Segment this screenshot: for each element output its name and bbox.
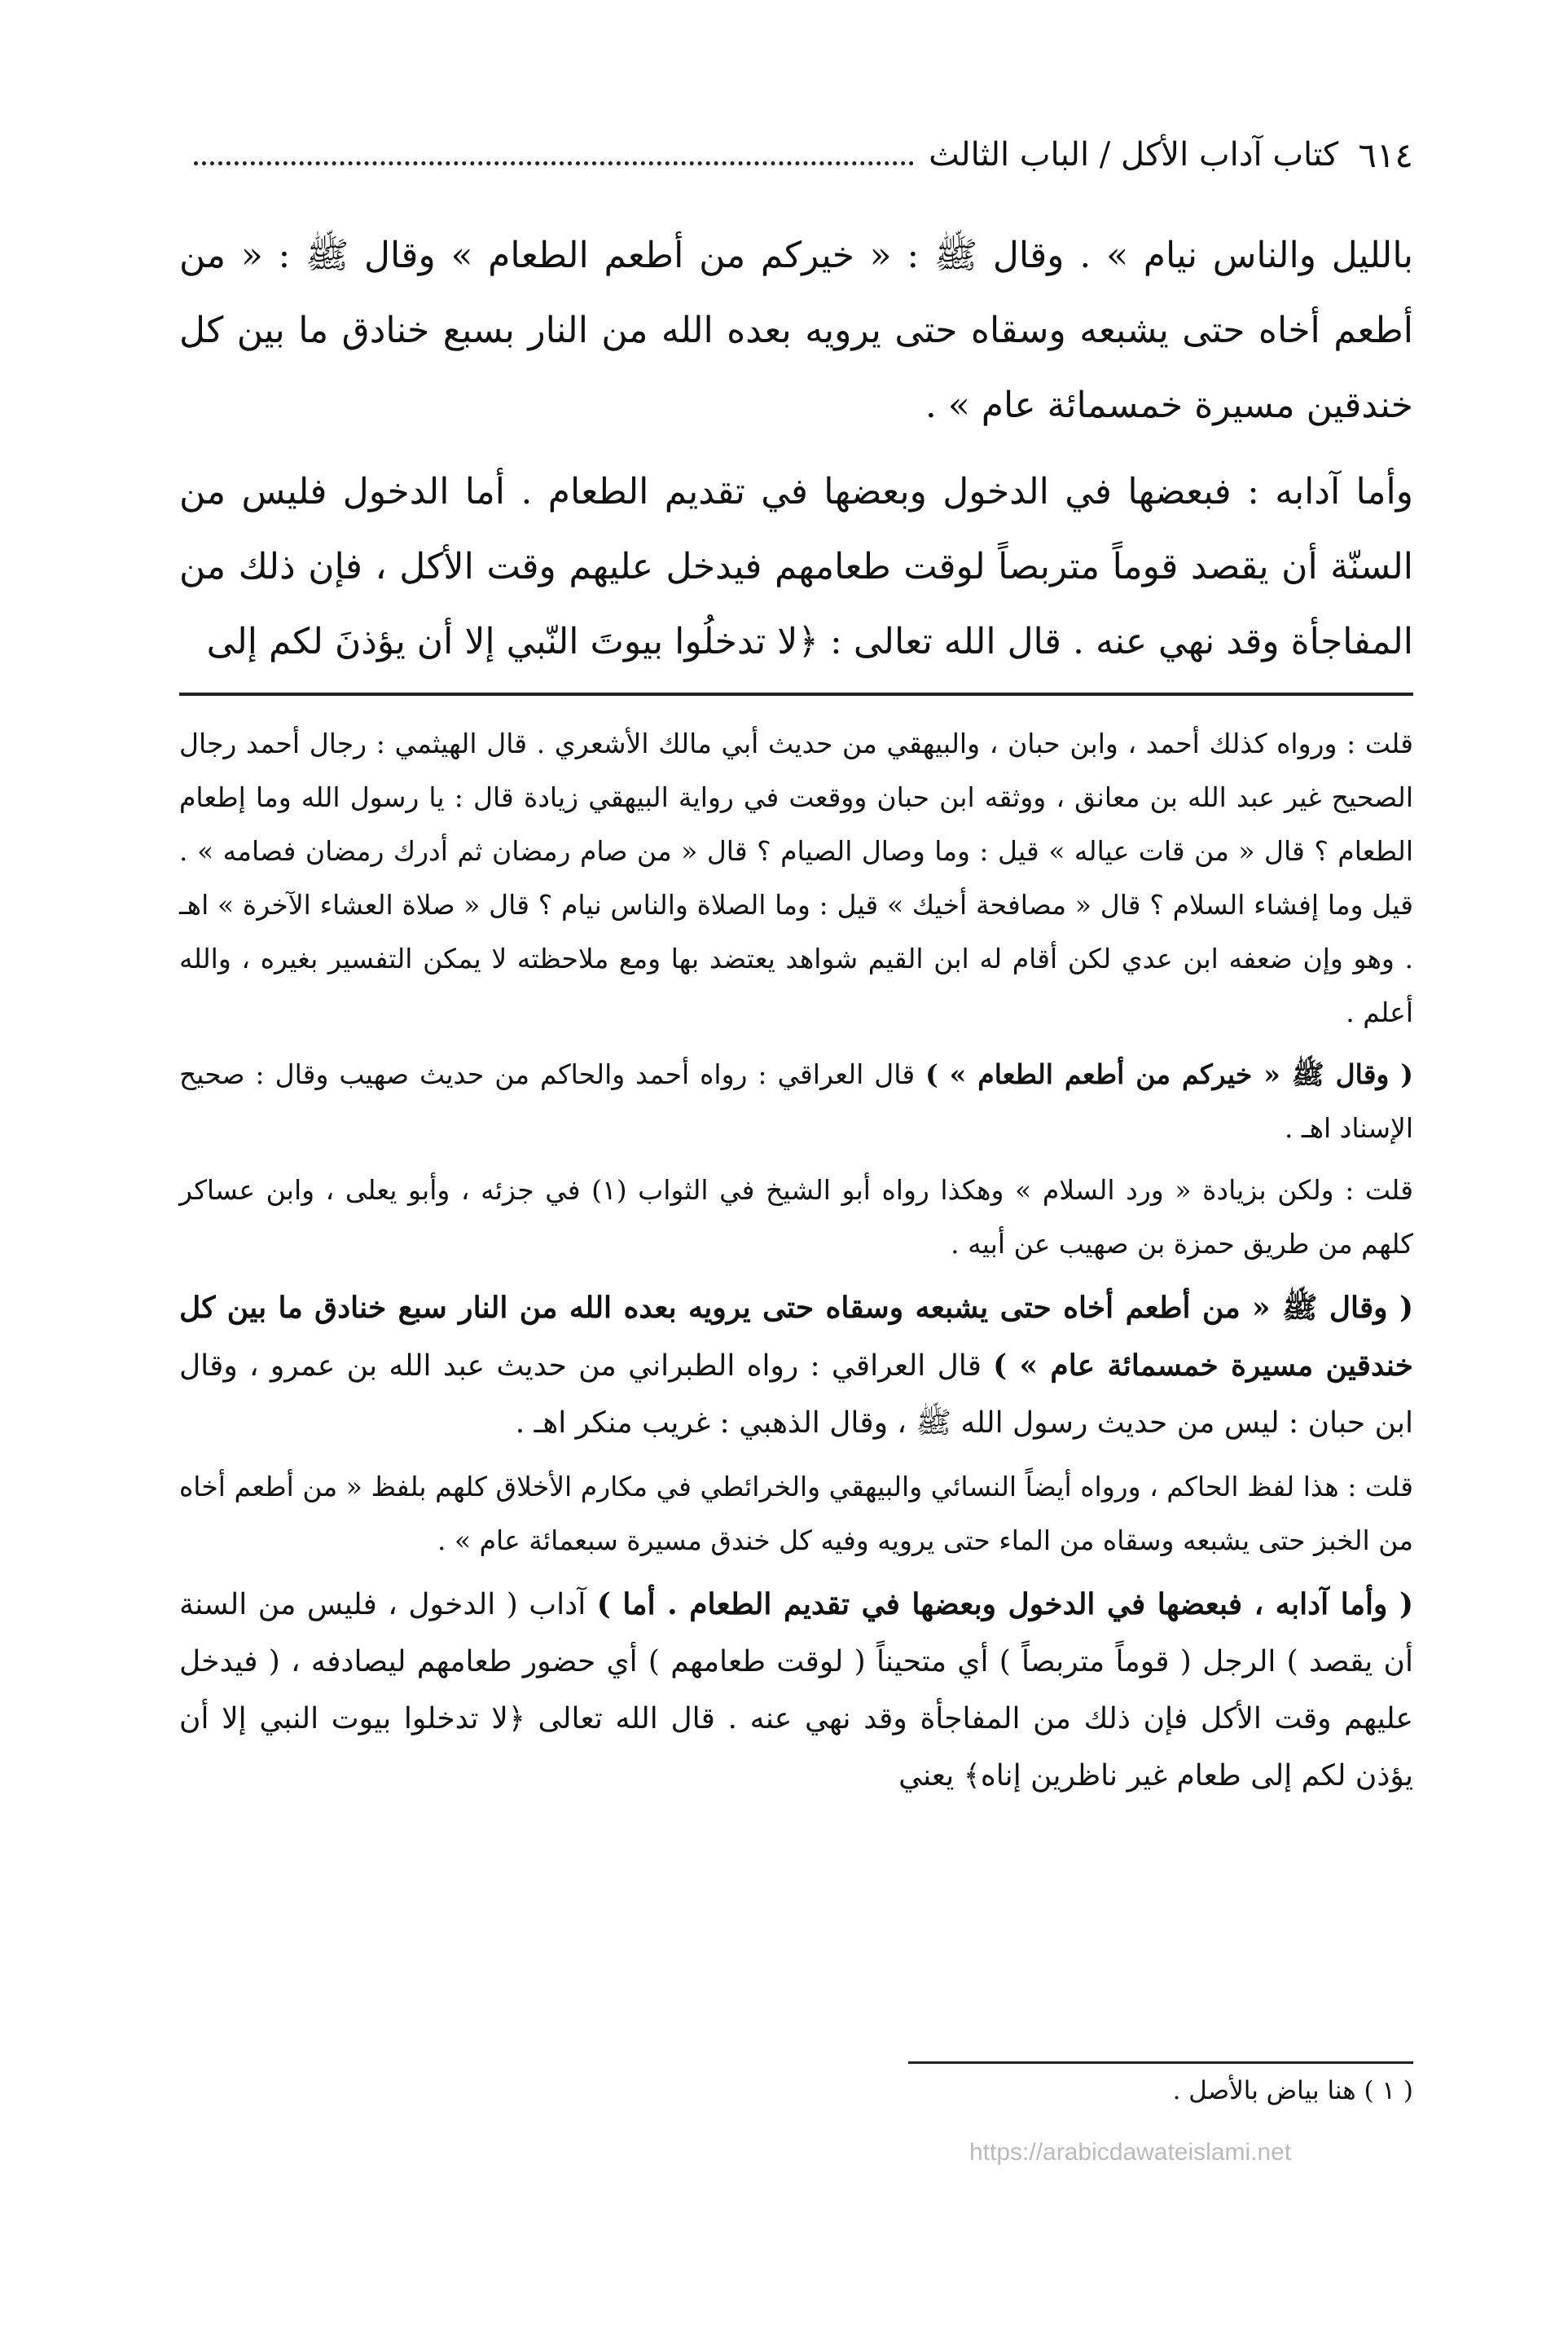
commentary-text: قال العراقي : رواه أحمد والحاكم من حديث صهيب وقال : صحيح الإسناد اهـ . xyxy=(179,1058,1413,1144)
running-title: كتاب آداب الأكل / الباب الثالث xyxy=(929,136,1339,174)
commentary-paragraph-2 xyxy=(179,1048,1413,1155)
commentary-lead: ( وأما آدابه ، فبعضها في الدخول وبعضها في تقديم الطعام . أما ) xyxy=(596,1587,1413,1621)
header-dot-leader xyxy=(194,145,914,165)
page-header xyxy=(179,122,1413,187)
commentary xyxy=(179,717,1413,1805)
commentary-text: قال العراقي : رواه الطبراني من حديث عبد الله بن عمرو ، وقال ابن حبان : ليس من حديث رسول الله ﷺ ، وقال الذهبي : غريب منكر اهـ . xyxy=(179,1349,1413,1440)
main-paragraph-2: وأما آدابه : فبعضها في الدخول وبعضها في تقديم الطعام . أما الدخول فليس من السنّة أن يقصد قوماً متربصاً لوقت طعامهم فيدخل عليهم وقت الأكل ، فإن ذلك من المفاجأة وقد نهي عنه . قال الله تعالى : ﴿لا تدخلُوا بيوتَ النّبي إلا أن يؤذنَ لكم إلى xyxy=(179,471,1413,662)
section-divider xyxy=(179,693,1413,696)
commentary-text: قلت : ولكن بزيادة « ورد السلام » وهكذا رواه أبو الشيخ في الثواب (١) في جزئه ، وأبو يعلى ، وابن عساكر كلهم من طريق حمزة بن صهيب عن أبيه . xyxy=(179,1174,1413,1260)
watermark-url: https://arabicdawateislami.net xyxy=(969,2139,1292,2166)
commentary-text: قلت : هذا لفظ الحاكم ، ورواه أيضاً النسائي والبيهقي والخرائطي في مكارم الأخلاق كلهم بلفظ « من أطعم أخاه من الخبز حتى يشبعه وسقاه من الماء حتى يرويه وفيه كل خندق مسيرة سبعمائة عام » . xyxy=(179,1471,1413,1556)
commentary-lead: ( وقال ﷺ « من أطعم أخاه حتى يشبعه وسقاه حتى يرويه بعده الله من النار سبع خنادق ما بين كل خندقين مسيرة خمسمائة عام » ) xyxy=(179,1291,1413,1383)
main-text xyxy=(179,218,1413,680)
commentary-paragraph-6 xyxy=(179,1576,1413,1805)
commentary-paragraph-3 xyxy=(179,1164,1413,1271)
main-paragraph-1: بالليل والناس نيام » . وقال ﷺ : « خيركم من أطعم الطعام » وقال ﷺ : « من أطعم أخاه حتى يشبعه وسقاه حتى يرويه بعده الله من النار بسبع خنادق ما بين كل خندقين مسيرة خمسمائة عام » . xyxy=(179,235,1413,426)
commentary-text: آداب ( الدخول ، فليس من السنة أن يقصد ) الرجل ( قوماً متربصاً ) أي متحيناً ( لوقت طعامهم ) أي حضور طعامهم ليصادفه ، ( فيدخل عليهم وقت الأكل فإن ذلك من المفاجأة وقد نهي عنه . قال الله تعالى ﴿لا تدخلوا بيوت النبي إلا أن يؤذن لكم إلى طعام غير ناظرين إناه﴾ يعني xyxy=(179,1588,1413,1793)
commentary-paragraph-5 xyxy=(179,1460,1413,1568)
commentary-lead: ( وقال ﷺ « خيركم من أطعم الطعام » ) xyxy=(925,1058,1413,1090)
page-number: ٦١٤ xyxy=(1358,134,1413,175)
footnote: ( ١ ) هنا بياض بالأصل . xyxy=(1172,2076,1413,2105)
footnote-divider xyxy=(908,2061,1413,2064)
commentary-paragraph-1 xyxy=(179,717,1413,1040)
commentary-text: قلت : ورواه كذلك أحمد ، وابن حبان ، والبيهقي من حديث أبي مالك الأشعري . قال الهيثمي : رجال أحمد رجال الصحيح غير عبد الله بن معانق ، ووثقه ابن حبان ووقعت في رواية البيهقي زيادة قال : يا رسول الله وما إطعام الطعام ؟ قال « من قات عياله » قيل : وما وصال الصيام ؟ قال « من صام رمضان ثم أدرك رمضان فصامه » . قيل وما إفشاء السلام ؟ قال « مصافحة أخيك » قيل : وما الصلاة والناس نيام ؟ قال « صلاة العشاء الآخرة » اهـ . وهو وإن ضعفه ابن عدي لكن أقام له ابن القيم شواهد يعتضد بها ومع ملاحظته لا يمكن التفسير بغيره ، والله أعلم . xyxy=(179,728,1413,1028)
commentary-paragraph-4 xyxy=(179,1279,1413,1452)
